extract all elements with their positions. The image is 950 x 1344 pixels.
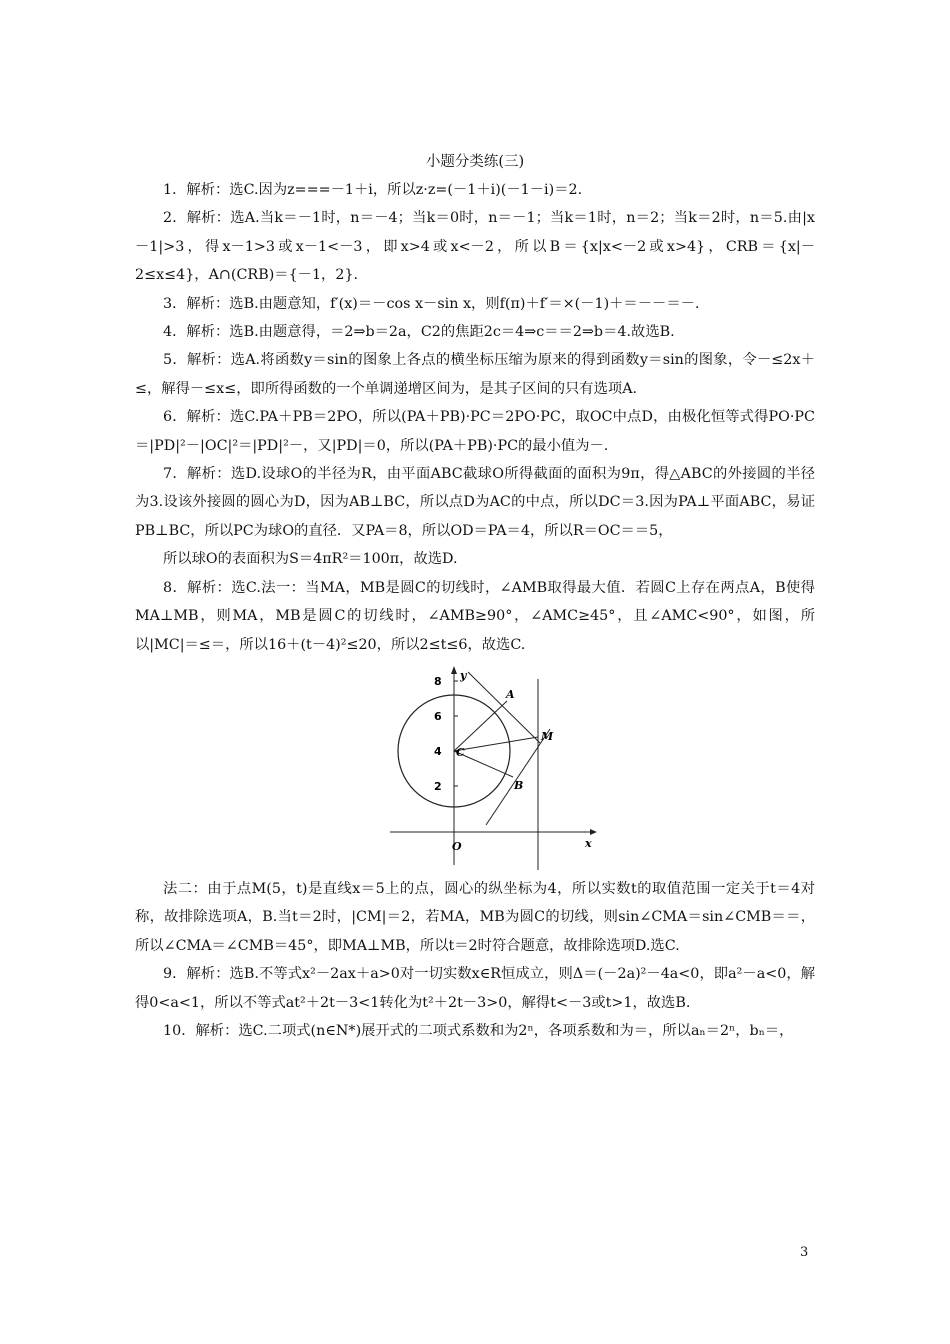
page-number: 3: [800, 1245, 809, 1260]
solution-8-method-1: 8．解析：选C.法一：当MA，MB是圆C的切线时，∠AMB取得最大值．若圆C上存在两点A，B使得MA⊥MB，则MA，MB是圆C的切线时，∠AMB≥90°，∠AMC≥45°，且∠AMC<90°，如图，所以|MC|＝≤＝，所以16＋(t－4)²≤20，所以2≤t≤6，故选C.: [135, 579, 815, 653]
point-b-label: B: [514, 778, 524, 792]
tick-label-4: 4: [434, 744, 442, 758]
solution-text: [135, 176, 815, 1045]
tangent-line-ma: [468, 672, 540, 743]
origin-label: O: [452, 839, 462, 853]
solution-7-continued: 所以球O的表面积为S＝4πR²＝100π，故选D.: [163, 551, 458, 568]
point-m-label: M: [541, 729, 554, 743]
solution-5: 5．解析：选A.将函数y＝sin的图象上各点的横坐标压缩为原来的得到函数y＝sin的图象，令－≤2x＋≤，解得－≤x≤，即所得函数的一个单调递增区间为，是其子区间的只有选项A.: [135, 352, 815, 397]
tangent-line-mb: [486, 729, 550, 825]
solution-4: 4．解析：选B.由题意得，＝2⇒b＝2a，C2的焦距2c＝4⇒c＝＝2⇒b＝4.故选B.: [163, 324, 675, 341]
point-a-label: A: [506, 687, 515, 701]
x-axis-arrow: [590, 829, 597, 835]
solution-1: 1．解析：选C.因为z===－1＋i，所以z·z=(－1＋i)(－1－i)＝2.: [163, 182, 583, 198]
solution-6: 6．解析：选C.PA＋PB＝2PO，所以(PA＋PB)·PC＝2PO·PC，取OC中点D，由极化恒等式得PO·PC＝|PD|²－|OC|²＝|PD|²－，又|PD|＝0，所以(PA＋PB)·PC的最小值为－.: [135, 409, 815, 454]
solution-3: 3．解析：选B.由题意知，f′(x)＝－cos x－sin x，则f(π)＋f′＝×(－1)＋＝－－＝－.: [163, 295, 700, 312]
solution-8-method-2: 法二：由于点M(5，t)是直线x＝5上的点，圆心的纵坐标为4，所以实数t的取值范围一定关于t＝4对称，故排除选项A，B.当t＝2时，|CM|＝2，若MA，MB为圆C的切线，则sin∠CMA＝sin∠CMB＝＝，所以∠CMA＝∠CMB＝45°，即MA⊥MB，所以t＝2时符合题意，故排除选项D.选C.: [135, 880, 815, 954]
y-axis-label: y: [460, 668, 467, 682]
x-axis-label: x: [585, 836, 592, 850]
solution-10: 10．解析：选C.二项式(n∈N*)展开式的二项式系数和为2ⁿ，各项系数和为＝，所以aₙ＝2ⁿ，bₙ＝，: [163, 1022, 794, 1039]
solution-9: 9．解析：选B.不等式x²－2ax＋a>0对一切实数x∈R恒成立，则Δ＝(－2a)²－4a<0，即a²－a<0，解得0<a<1，所以不等式at²＋2t－3<1转化为t²＋2t－3>0，解得t<－3或t>1，故选B.: [135, 966, 815, 1011]
point-c-label: C: [456, 745, 465, 759]
solution-2: 2．解析：选A.当k＝－1时，n＝－4；当k＝0时，n＝－1；当k＝1时，n＝2；当k＝2时，n＝5.由|x－1|>3，得x－1>3或x－1<－3，即x>4或x<－2，所以B＝{x|x<－2或x>4}，CRB＝{x|－2≤x≤4}，A∩(CRB)＝{－1，2}.: [135, 210, 815, 284]
solution-7: 7．解析：选D.设球O的半径为R，由平面ABC截球O所得截面的面积为9π，得△ABC的外接圆的半径为3.设该外接圆的圆心为D，因为AB⊥BC，所以点D为AC的中点，所以DC＝3.因为PA⊥平面ABC，易证PB⊥BC，所以PC为球O的直径．又PA＝8，所以OD＝PA＝4，所以R＝OC＝＝5，: [135, 466, 815, 539]
tick-label-6: 6: [434, 709, 442, 723]
figure-svg: [390, 665, 600, 873]
circle-tangent-figure: [135, 665, 815, 873]
tick-label-2: 2: [434, 779, 442, 793]
tick-label-8: 8: [434, 674, 442, 688]
y-axis-arrow: [451, 666, 457, 674]
page-title: 小题分类练(三): [425, 154, 525, 170]
